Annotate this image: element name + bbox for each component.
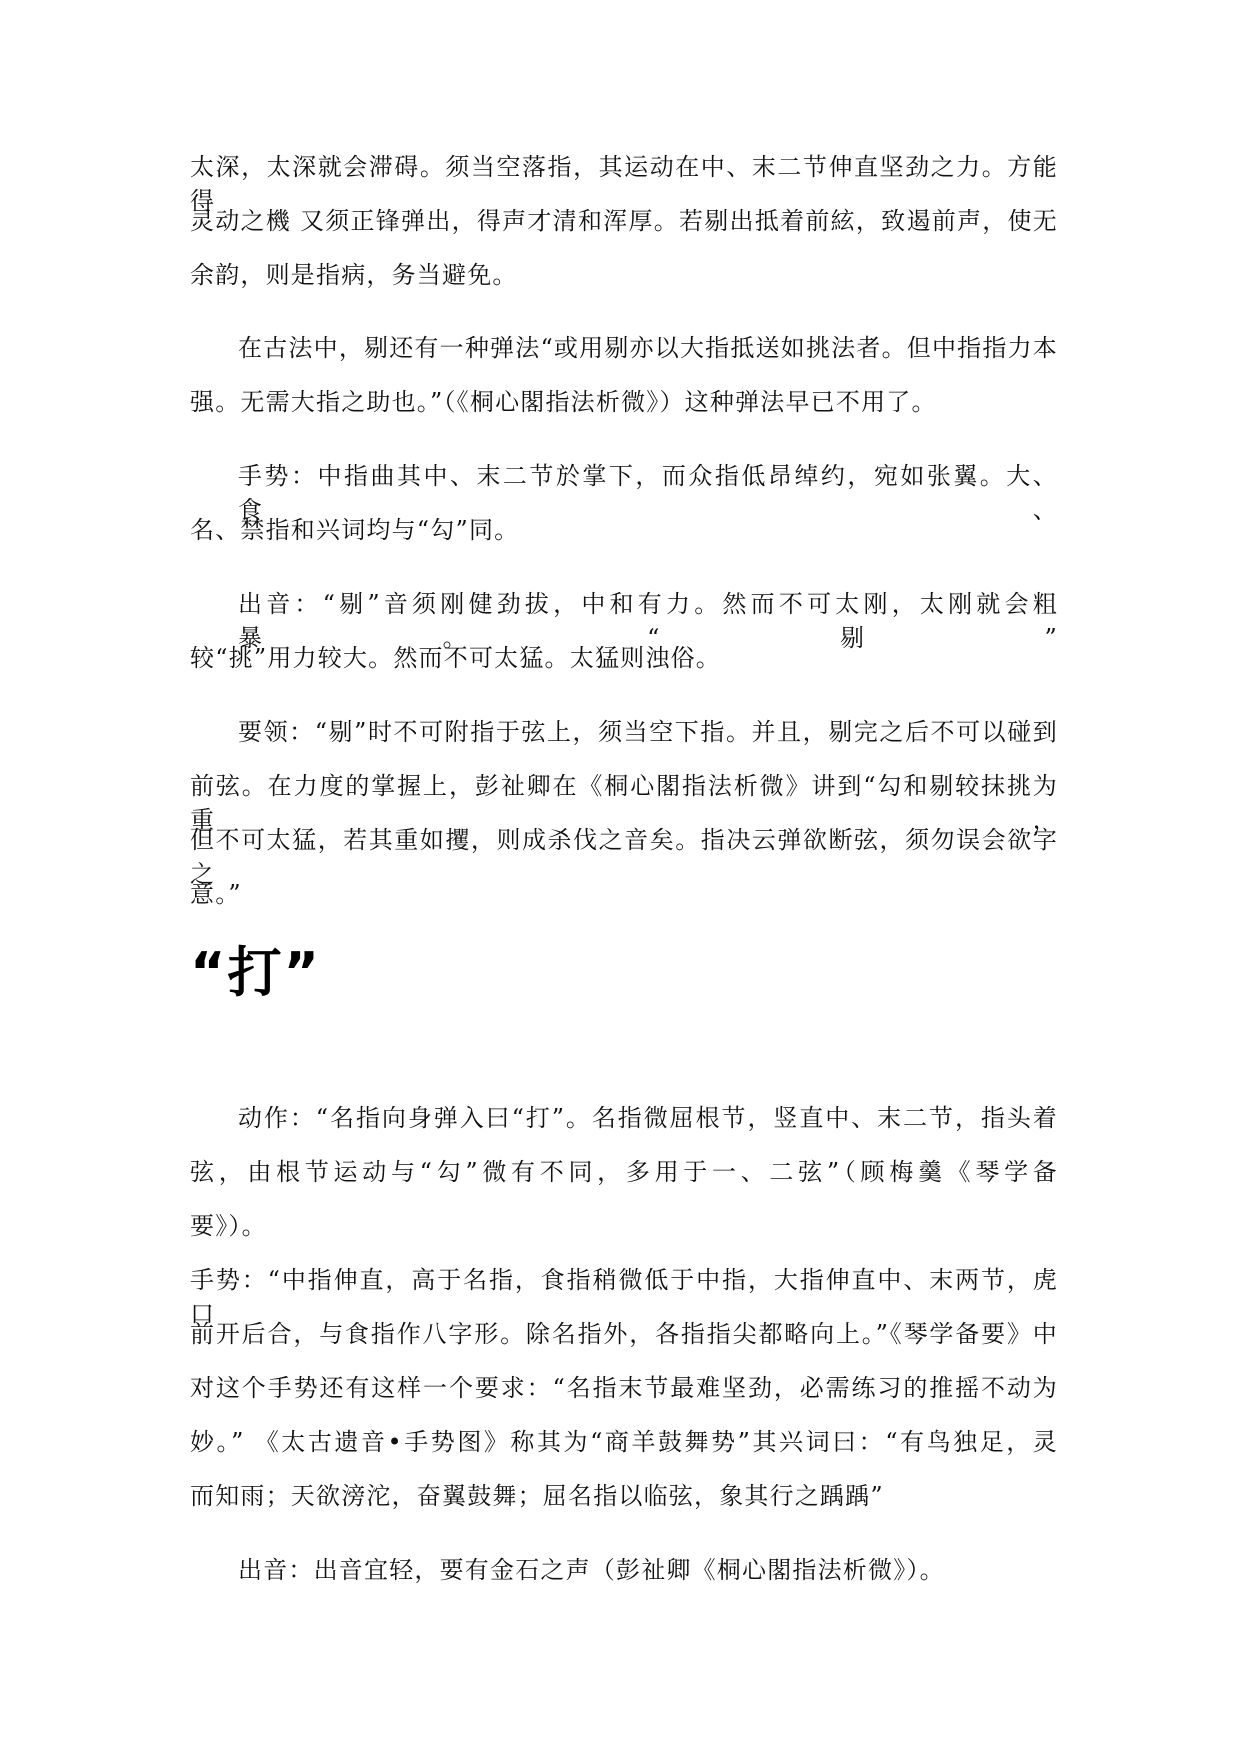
paragraph-6-line-1: 动作：“名指向身弹入曰“打”。名指微屈根节，竖直中、末二节，指头着	[238, 1104, 1058, 1132]
paragraph-2-line-1: 在古法中，剔还有一种弹法“或用剔亦以大指抵送如挑法者。但中指指力本	[238, 334, 1058, 362]
paragraph-3-line-2: 名、禁指和兴词均与“勾”同。	[190, 516, 520, 544]
paragraph-7-line-5: 而知雨；天欲滂沱，奋翼鼓舞；屈名指以临弦，象其行之踽踽”	[190, 1482, 884, 1510]
paragraph-3-line-1: 手势：中指曲其中、末二节於掌下，而众指低昂绰约，宛如张翼。大、食、	[238, 462, 1058, 524]
section-heading: “打”	[190, 941, 321, 1004]
paragraph-2-line-2: 强。无需大指之助也。”（《桐心閣指法析微》）这种弹法早已不用了。	[190, 388, 937, 416]
paragraph-6-line-2: 弦，由根节运动与“勾”微有不同，多用于一、二弦”（顾梅羹《琴学备	[190, 1158, 1058, 1186]
paragraph-4-line-1: 出音：“剔”音须刚健劲拔，中和有力。然而不可太刚，太刚就会粗暴。“剔”	[238, 590, 1058, 652]
paragraph-6-line-3: 要》）。	[190, 1212, 267, 1240]
paragraph-1-line-2: 灵动之機 又须正锋弹出，得声才清和浑厚。若剔出抵着前絃，致遏前声，使无	[190, 207, 1058, 235]
paragraph-1-line-3: 余韵，则是指病，务当避免。	[190, 261, 518, 289]
paragraph-1-line-1: 太深，太深就会滞碍。须当空落指，其运动在中、末二节伸直坚劲之力。方能得	[190, 153, 1058, 215]
paragraph-7-line-2: 前开后合，与食指作八字形。除名指外，各指指尖都略向上。”《琴学备要》中	[190, 1320, 1058, 1348]
paragraph-5-line-3: 但不可太猛，若其重如攫，则成杀伐之音矣。指决云弹欲断弦，须勿误会欲字之	[190, 826, 1058, 888]
paragraph-7-line-1: 手势：“中指伸直，高于名指，食指稍微低于中指，大指伸直中、末两节，虎口	[190, 1266, 1058, 1328]
paragraph-4-line-2: 较“挑”用力较大。然而不可太猛。太猛则浊俗。	[190, 644, 721, 672]
paragraph-5-line-2: 前弦。在力度的掌握上，彭祉卿在《桐心閣指法析微》讲到“勾和剔较抹挑为重，	[190, 772, 1058, 834]
paragraph-5-line-4: 意。”	[190, 880, 242, 908]
paragraph-8-line-1: 出音：出音宜轻，要有金石之声（彭祉卿《桐心閣指法析微》）。	[238, 1556, 945, 1584]
paragraph-5-line-1: 要领：“剔”时不可附指于弦上，须当空下指。并且，剔完之后不可以碰到	[238, 718, 1058, 746]
paragraph-7-line-3: 对这个手势还有这样一个要求：“名指末节最难坚劲，必需练习的推摇不动为	[190, 1374, 1058, 1402]
paragraph-7-line-4: 妙。” 《太古遗音•手势图》称其为“商羊鼓舞势”其兴词曰：“有鸟独足，灵	[190, 1428, 1058, 1456]
